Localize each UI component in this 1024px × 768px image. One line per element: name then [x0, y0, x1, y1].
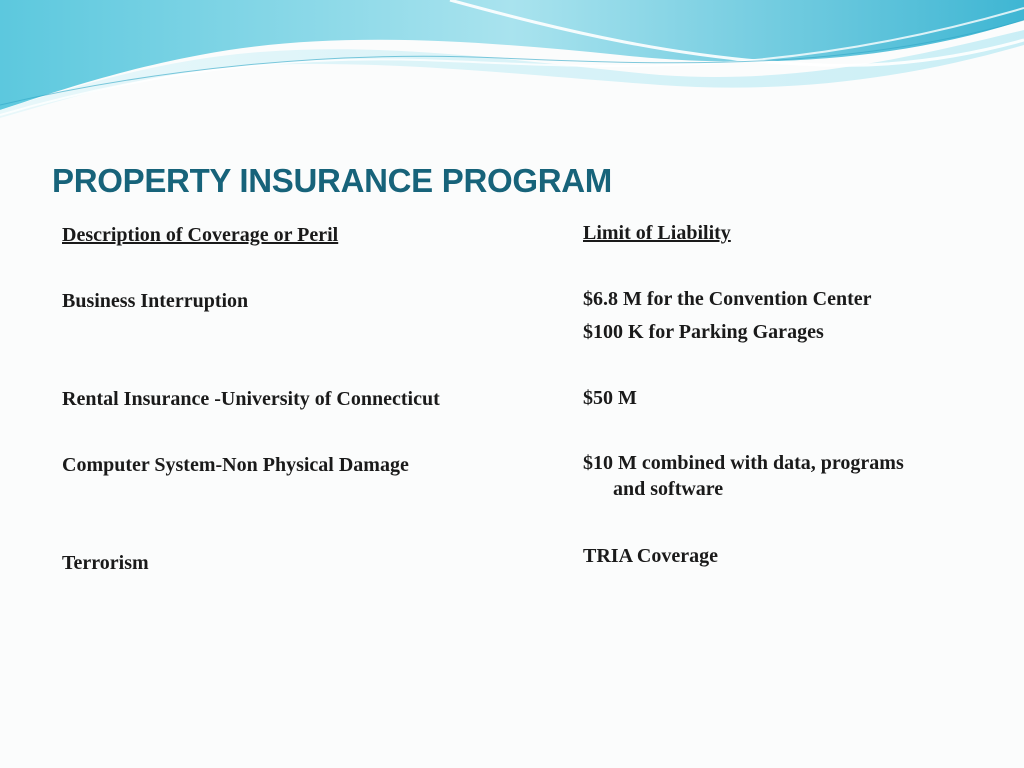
limit-parking-garages: $100 K for Parking Garages	[583, 321, 824, 343]
limit-rental-insurance: $50 M	[583, 387, 637, 409]
peril-computer-system: Computer System-Non Physical Damage	[62, 454, 409, 476]
header-wave-decoration	[0, 0, 1024, 130]
limit-computer-system-line2: and software	[613, 478, 724, 500]
peril-business-interruption: Business Interruption	[62, 290, 249, 312]
left-column-header: Description of Coverage or Peril	[62, 224, 339, 246]
limit-convention-center: $6.8 M for the Convention Center	[583, 288, 872, 310]
limit-computer-system	[583, 450, 904, 502]
right-column-header: Limit of Liability	[583, 222, 731, 244]
peril-rental-insurance: Rental Insurance -University of Connecticut	[62, 388, 440, 410]
limit-computer-system-line1: $10 M combined with data, programs	[583, 452, 904, 474]
limit-terrorism: TRIA Coverage	[583, 545, 718, 567]
peril-terrorism: Terrorism	[62, 552, 149, 574]
slide-title: PROPERTY INSURANCE PROGRAM	[52, 162, 612, 199]
